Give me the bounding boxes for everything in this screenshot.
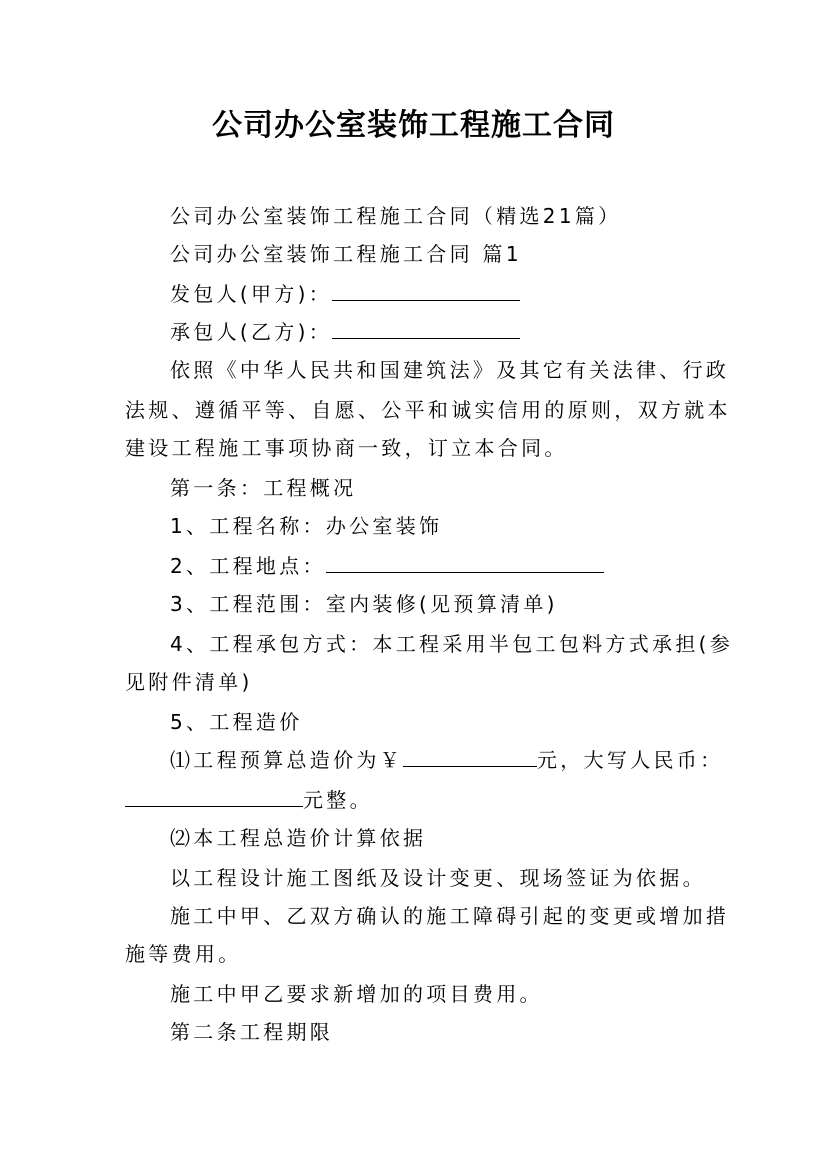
clause-line xyxy=(125,938,242,967)
party-b-label: 承包人(乙方)： xyxy=(170,320,333,344)
clause-line xyxy=(170,510,442,539)
clause-line xyxy=(170,588,558,617)
paragraph-text: 依照《中华人民共和国建筑法》及其它有关法律、行政 xyxy=(170,358,730,382)
price-line xyxy=(170,744,723,773)
clause-text: 以工程设计施工图纸及设计变更、现场签证为依据。 xyxy=(170,866,706,890)
clause-line xyxy=(170,550,604,579)
article-heading-line xyxy=(170,1016,333,1045)
subtitle-text: 公司办公室装饰工程施工合同（精选21篇） xyxy=(170,204,622,228)
price-uppercase-blank xyxy=(125,788,303,807)
clause-text: 见附件清单) xyxy=(125,670,253,694)
article-heading-text: 第一条：工程概况 xyxy=(170,476,357,500)
paragraph-line xyxy=(170,354,729,383)
subtitle-line xyxy=(170,200,621,229)
party-a-blank xyxy=(332,282,520,301)
clause-line xyxy=(170,822,426,851)
clause-text: 施等费用。 xyxy=(125,942,242,966)
paragraph-text: 法规、遵循平等、自愿、公平和诚实信用的原则，双方就本 xyxy=(125,398,731,422)
clause-text: 2、工程地点： xyxy=(170,554,326,578)
clause-text: 3、工程范围：室内装修(见预算清单) xyxy=(170,592,558,616)
price-label: ⑴工程预算总造价为￥ xyxy=(170,748,403,772)
clause-text: 施工中甲乙要求新增加的项目费用。 xyxy=(170,982,543,1006)
section-heading-text: 公司办公室装饰工程施工合同 篇1 xyxy=(170,242,522,266)
paragraph-text: 建设工程施工事项协商一致，订立本合同。 xyxy=(125,436,568,460)
clause-text: 施工中甲、乙双方确认的施工障碍引起的变更或增加措 xyxy=(170,904,730,928)
clause-line xyxy=(170,978,543,1007)
section-heading-line xyxy=(170,238,522,267)
clause-text: 4、工程承包方式：本工程采用半包工包料方式承担(参 xyxy=(170,632,734,656)
document-title: 公司办公室装饰工程施工合同 xyxy=(212,108,615,143)
location-blank xyxy=(326,554,604,573)
price-line xyxy=(125,784,373,813)
price-uppercase-label: 元，大写人民币： xyxy=(537,748,724,772)
paragraph-line xyxy=(125,394,731,423)
clause-text: 5、工程造价 xyxy=(170,710,303,734)
clause-text: 1、工程名称：办公室装饰 xyxy=(170,514,443,538)
clause-line xyxy=(170,706,303,735)
clause-line xyxy=(170,862,706,891)
clause-line xyxy=(170,628,733,657)
clause-line xyxy=(170,900,729,929)
party-b-line xyxy=(170,316,520,345)
party-b-blank xyxy=(332,320,520,339)
price-amount-blank xyxy=(403,748,537,767)
article-heading-text: 第二条工程期限 xyxy=(170,1020,334,1044)
price-suffix: 元整。 xyxy=(303,788,373,812)
article-heading-line xyxy=(170,472,356,501)
clause-text: ⑵本工程总造价计算依据 xyxy=(170,826,427,850)
clause-line xyxy=(125,666,253,695)
paragraph-line xyxy=(125,432,568,461)
party-a-label: 发包人(甲方)： xyxy=(170,282,333,306)
party-a-line xyxy=(170,278,520,307)
